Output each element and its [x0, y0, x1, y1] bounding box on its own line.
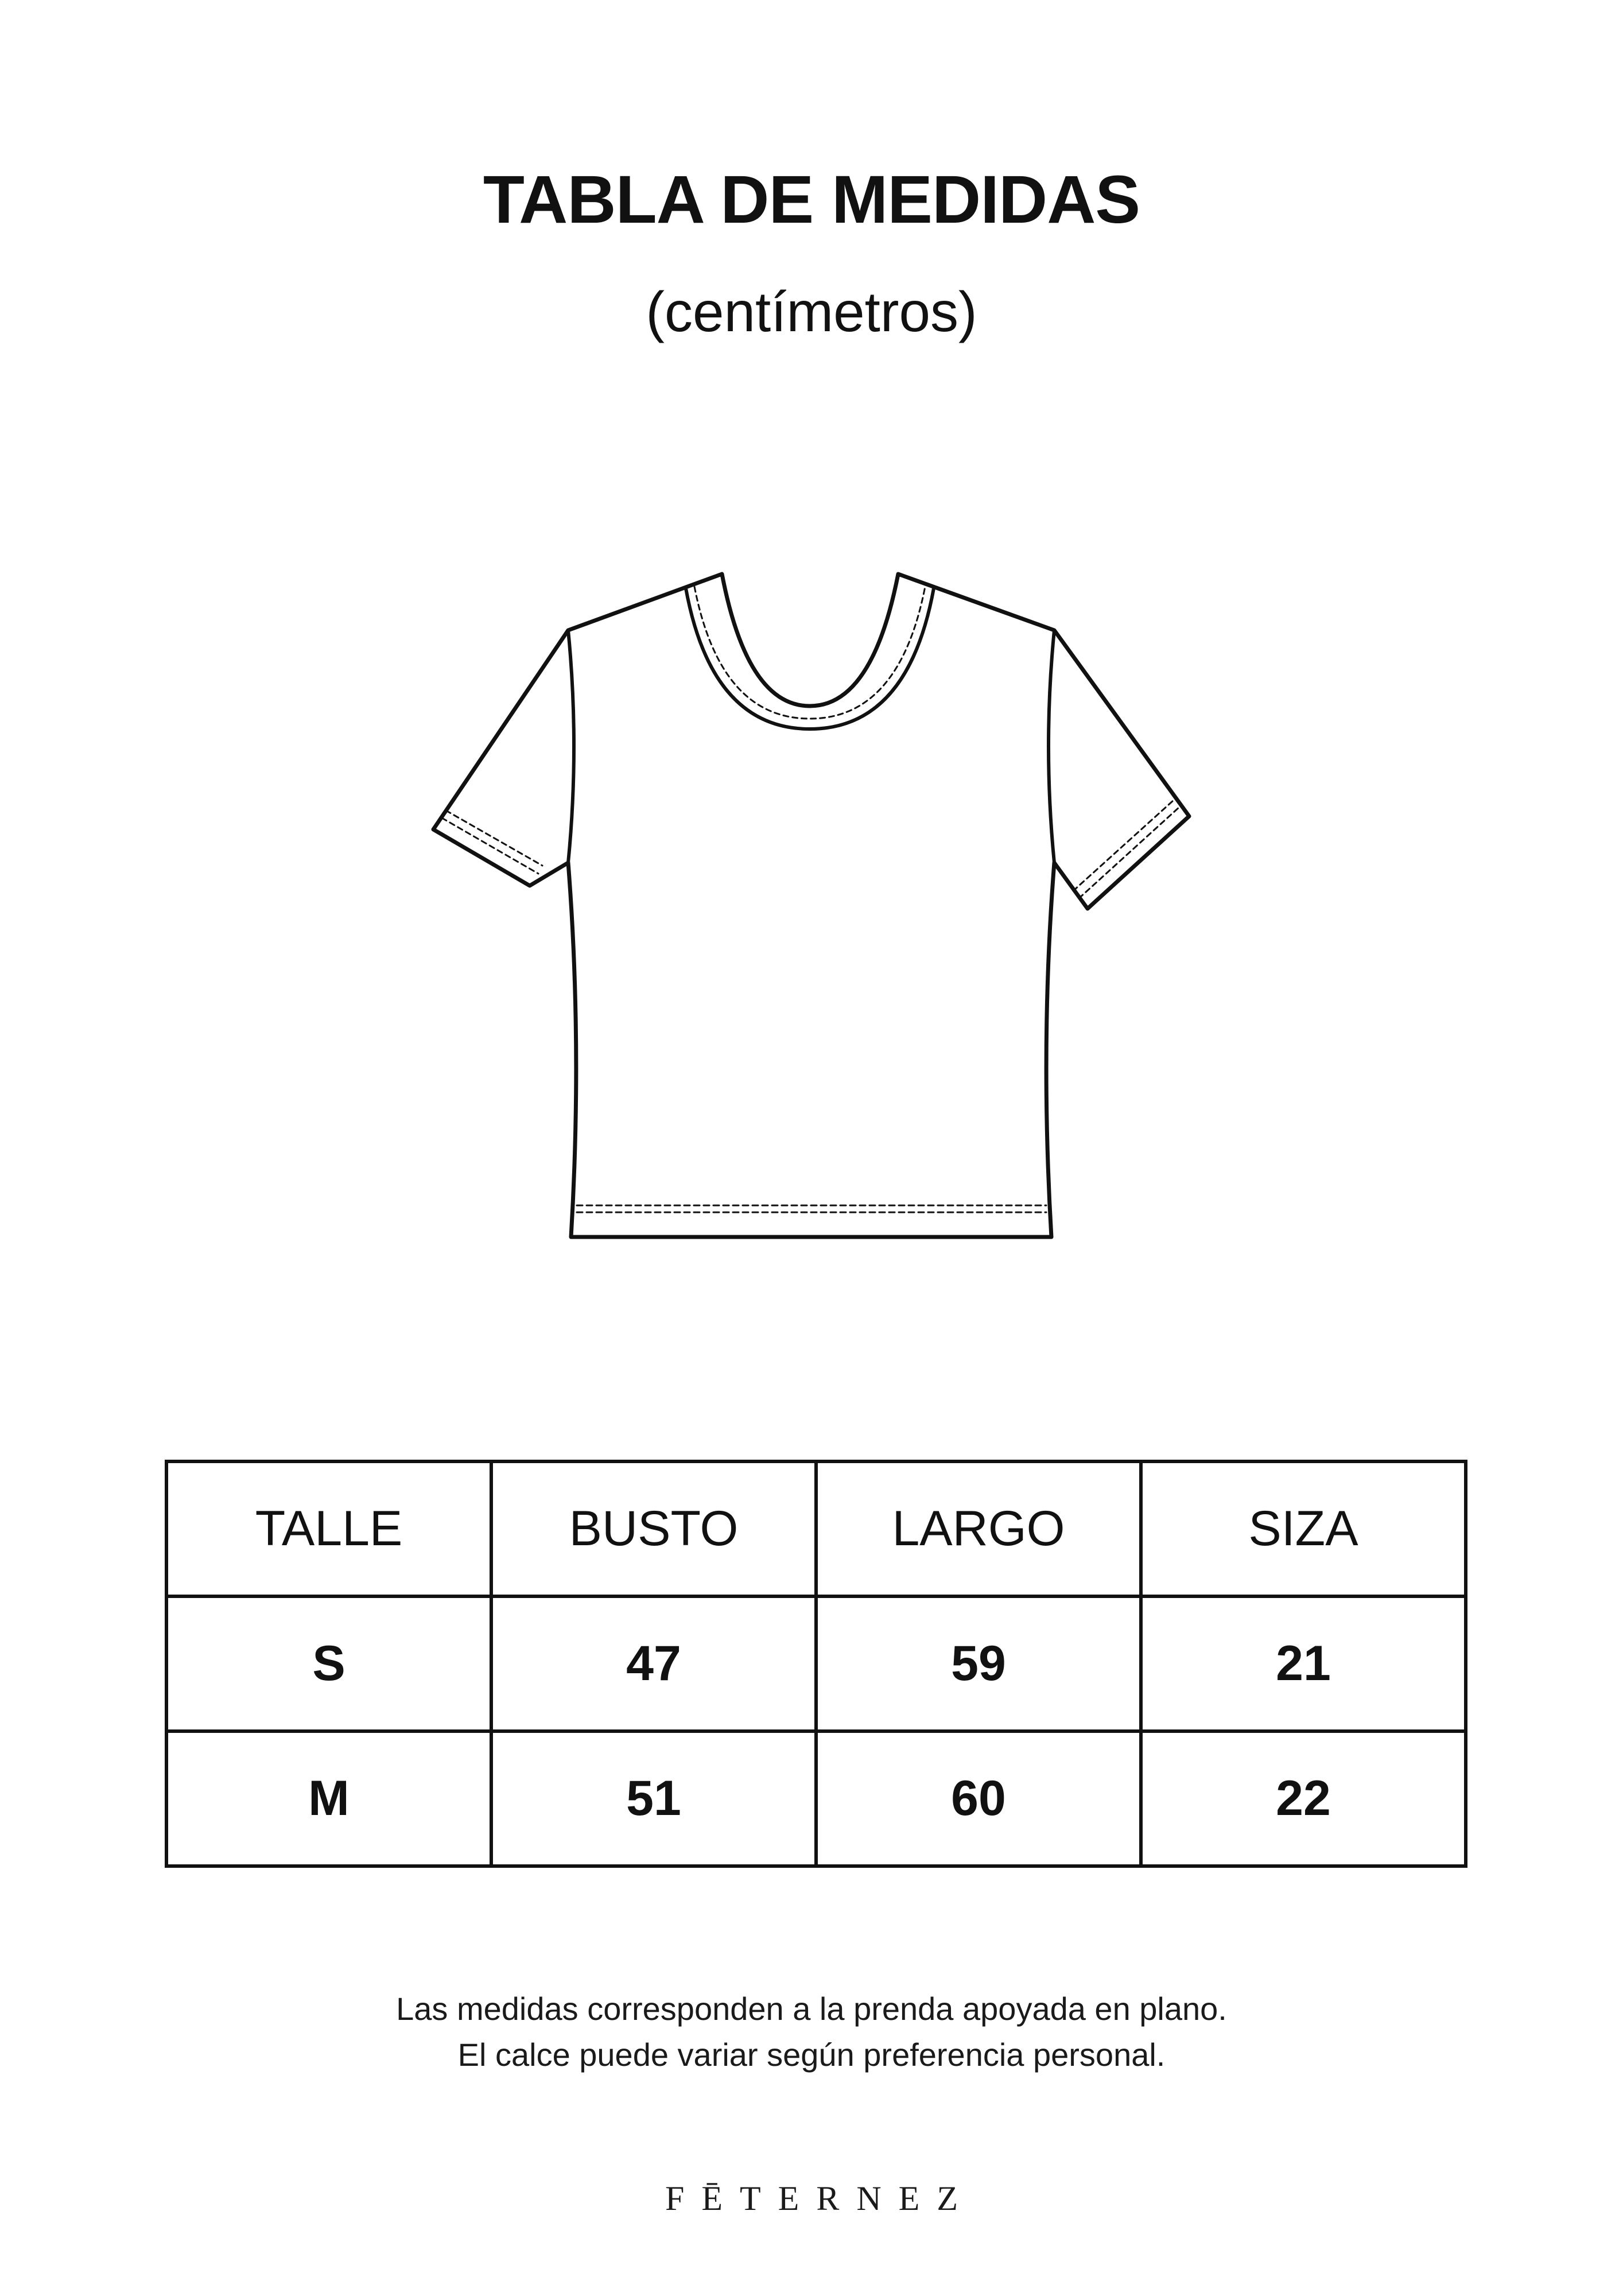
size-table	[165, 1460, 1467, 1868]
table-cell: S	[166, 1596, 491, 1731]
header-cell-talle: TALLE	[166, 1461, 491, 1596]
table-cell: 22	[1141, 1731, 1466, 1866]
table-cell: 21	[1141, 1596, 1466, 1731]
table-row	[166, 1596, 1466, 1731]
left-armhole-seam	[568, 630, 574, 863]
left-sleeve-hem	[442, 818, 538, 874]
table-cell: 60	[816, 1731, 1141, 1866]
brand-logo: FĒTERNEZ	[665, 2179, 975, 2217]
table-header-row	[166, 1461, 1466, 1596]
measurement-note	[0, 1986, 1623, 2078]
page-title: TABLA DE MEDIDAS	[483, 162, 1140, 238]
table-cell: 59	[816, 1596, 1141, 1731]
collar-stitch	[694, 587, 925, 719]
tshirt-outline	[433, 574, 1189, 1237]
header-cell-siza: SIZA	[1141, 1461, 1466, 1596]
table-cell: 47	[491, 1596, 816, 1731]
right-sleeve-hem	[1079, 807, 1179, 898]
right-sleeve-hem-line	[1073, 800, 1174, 891]
table-row	[166, 1731, 1466, 1866]
right-armhole-seam	[1049, 630, 1054, 863]
table-cell: M	[166, 1731, 491, 1866]
table-cell: 51	[491, 1731, 816, 1866]
header-cell-largo: LARGO	[816, 1461, 1141, 1596]
page-subtitle: (centímetros)	[646, 280, 977, 343]
header-cell-busto: BUSTO	[491, 1461, 816, 1596]
collar-band	[686, 588, 934, 729]
note-line-2: El calce puede variar según preferencia personal.	[457, 2037, 1166, 2073]
left-sleeve-hem-line	[446, 810, 542, 866]
note-line-1: Las medidas corresponden a la prenda apoyada en plano.	[396, 1991, 1227, 2027]
